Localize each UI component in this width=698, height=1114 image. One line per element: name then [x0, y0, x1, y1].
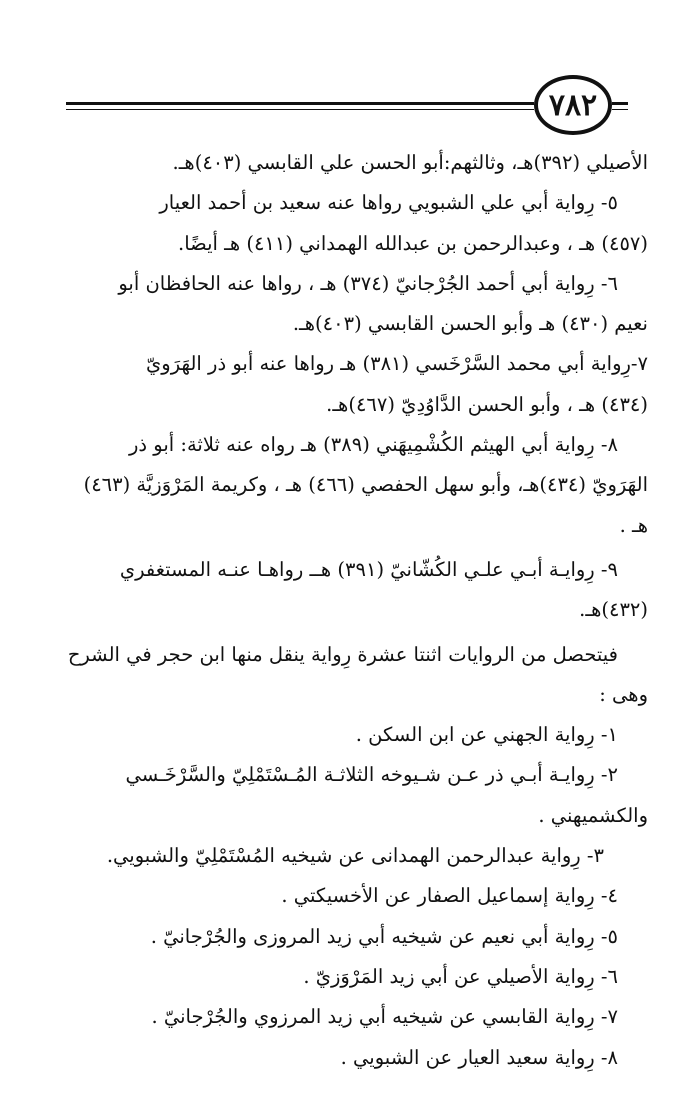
header-rule: [612, 102, 628, 105]
list-item: ٨- رِواية سعيد العيار عن الشبويي .: [340, 1045, 618, 1069]
text-line: الهَرَويّ (٤٣٤)هـ، وأبو سهل الحفصي (٤٦٦) هـ ، وكريمة المَرْوَزيَّة (٤٦٣): [83, 473, 648, 497]
page-body: [52, 143, 648, 1078]
text-line: ٨- رِواية أبي الهيثم الكُشْمِيهَني (٣٨٩) هـ رواه عنه ثلاثة: أبو ذر: [128, 433, 618, 457]
list-item: ٧- رِواية القابسي عن شيخيه أبي زيد المرزوي والجُرْجانيّ .: [151, 1005, 618, 1029]
text-line: الأصيلي (٣٩٢)هـ، وثالثهم:أبو الحسن علي القابسي (٤٠٣)هـ.: [172, 151, 648, 174]
page-number: ٧٨٢: [534, 75, 612, 135]
text-line: ٩- رِوايـة أبـي علـي الكُشّانيّ (٣٩١) هــ رواهـا عنـه المستغفري: [119, 557, 618, 581]
text-line: ٦- رِواية أبي أحمد الجُرْجانيّ (٣٧٤) هـ ، رواها عنه الحافظان أبو: [118, 271, 618, 295]
text-line: والكشميهني .: [538, 803, 648, 827]
page-header: [0, 70, 698, 140]
list-item: ٢- رِوايـة أبـي ذر عـن شـيوخه الثلاثـة المُـسْتَمْلِيّ والسَّرْخَـسي: [125, 763, 618, 787]
text-line: (٤٣٢)هـ.: [579, 598, 648, 622]
text-line: ٥- رِواية أبي علي الشبويي رواها عنه سعيد بن أحمد العيار: [159, 191, 618, 215]
text-line: نعيم (٤٣٠) هـ وأبو الحسن القابسي (٤٠٣)هـ.: [292, 312, 648, 336]
list-item: ٥- رِواية أبي نعيم عن شيخيه أبي زيد المروزى والجُرْجانيّ .: [150, 924, 618, 948]
list-item: ٦- رِواية الأصيلي عن أبي زيد المَرْوَزيّ .: [303, 964, 618, 988]
text-line: وهى :: [599, 682, 648, 706]
text-line: فيتحصل من الروايات اثنتا عشرة رِواية ينقل منها ابن حجر في الشرح: [67, 642, 618, 666]
text-line: هـ .: [619, 513, 648, 537]
list-item: ٣- رِواية عبدالرحمن الهمدانى عن شيخيه المُسْتَمْلِيّ والشبويي.: [106, 844, 604, 868]
header-rule: [66, 109, 534, 110]
text-line: ٧-رِواية أبي محمد السَّرْخَسي (٣٨١) هـ رواها عنه أبو ذر الهَرَويّ: [146, 352, 648, 376]
header-rule: [66, 102, 534, 105]
header-rule: [612, 109, 628, 110]
text-line: (٤٣٤) هـ ، وأبو الحسن الدَّاوُدِيّ (٤٦٧)هـ.: [326, 392, 648, 416]
list-item: ١- رِواية الجهني عن ابن السكن .: [355, 723, 618, 747]
text-line: (٤٥٧) هـ ، وعبدالرحمن بن عبدالله الهمداني (٤١١) هـ أيضًا.: [178, 231, 648, 255]
list-item: ٤- رِواية إسماعيل الصفار عن الأخسيكتي .: [281, 884, 618, 908]
